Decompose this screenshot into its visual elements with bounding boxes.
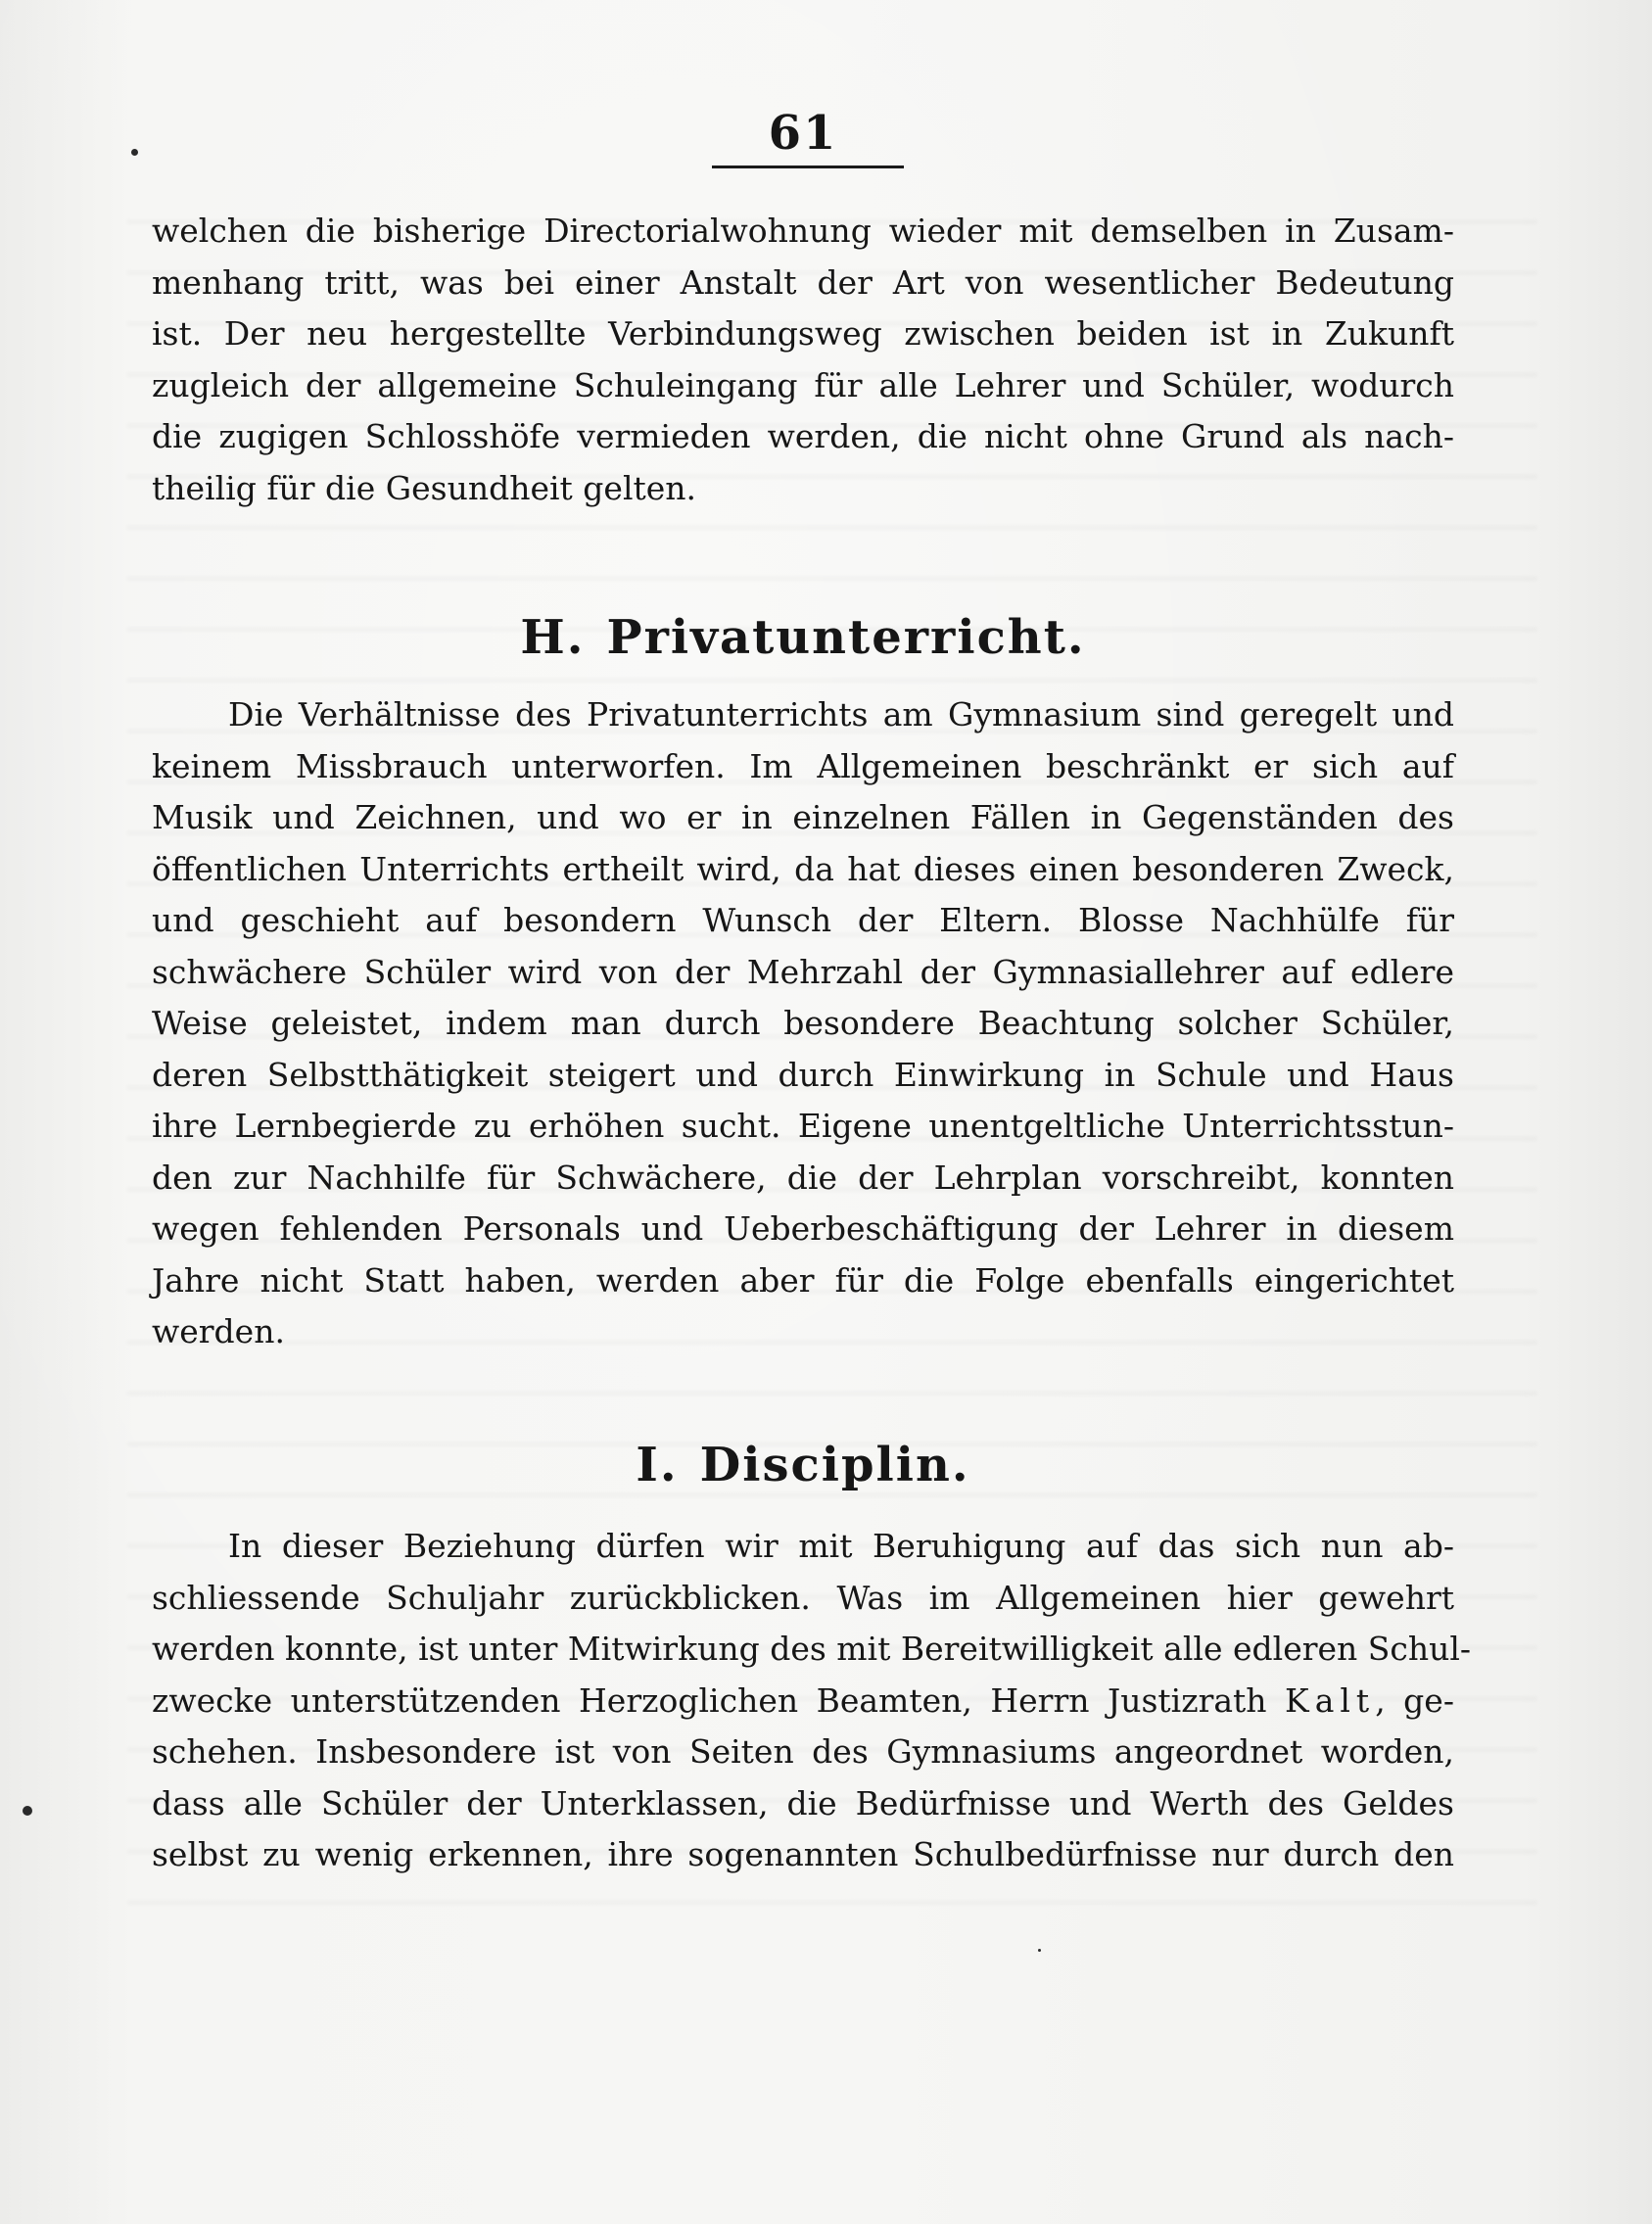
person-name: Kalt [1285, 1680, 1376, 1720]
text-line: ihre Lernbegierde zu erhöhen sucht. Eigene unentgeltliche Unterrichtsstun- [152, 1107, 1454, 1145]
text-line: zugleich der allgemeine Schuleingang für alle Lehrer und Schüler, wodurch [152, 365, 1454, 404]
text-line: schliessende Schuljahr zurückblicken. Was im Allgemeinen hier gewehrt [152, 1578, 1454, 1617]
text-line: menhang tritt, was bei einer Anstalt der Art von wesentlicher Bedeutung [152, 262, 1454, 302]
paper-speck [131, 149, 138, 156]
text-line: schehen. Insbesondere ist von Seiten des Gymnasiums angeordnet worden, [152, 1732, 1454, 1771]
text-line: die zugigen Schlosshöfe vermieden werden, die nicht ohne Grund als nach- [152, 417, 1454, 455]
paper-speck [23, 1806, 32, 1816]
text-line: welchen die bisherige Directorialwohnung wieder mit demselben in Zusam- [152, 212, 1454, 250]
section-title: Disciplin. [699, 1438, 970, 1492]
text-line: öffentlichen Unterrichts ertheilt wird, da hat dieses einen besonderen Zweck, [152, 849, 1454, 888]
text-line: deren Selbstthätigkeit steigert und durch Einwirkung in Schule und Haus [152, 1055, 1454, 1094]
text-line: werden. [152, 1312, 285, 1350]
text-line: den zur Nachhilfe für Schwächere, die der Lehrplan vorschreibt, konnten [152, 1158, 1454, 1197]
disciplin-paragraph [152, 1521, 1472, 1881]
text-line: werden konnte, ist unter Mitwirkung des mit Bereitwilligkeit alle edleren Schul- [152, 1630, 1472, 1668]
intro-paragraph [152, 206, 1454, 514]
text-line: dass alle Schüler der Unterklassen, die Bedürfnisse und Werth des Geldes [152, 1783, 1454, 1822]
text-line: selbst zu wenig erkennen, ihre sogenannten Schulbedürfnisse nur durch den [152, 1835, 1454, 1873]
line-segment: , ge- [1375, 1680, 1454, 1720]
section-title: Privatunterricht. [606, 610, 1086, 665]
line-segment: zwecke unterstützenden Herzoglichen Beamten, Herrn Justizrath [152, 1680, 1286, 1720]
text-line: Die Verhältnisse des Privatunterrichts am Gymnasium sind geregelt und [228, 695, 1454, 733]
text-line: keinem Missbrauch unterworfen. Im Allgemeinen beschränkt er sich auf [152, 746, 1454, 785]
text-line: wegen fehlenden Personals und Ueberbeschäftigung der Lehrer in diesem [152, 1209, 1454, 1248]
section-heading-i [152, 1438, 1454, 1492]
text-line: Weise geleistet, indem man durch besondere Beachtung solcher Schüler, [152, 1004, 1454, 1042]
text-line [152, 1676, 1454, 1727]
page-number-rule [712, 166, 904, 168]
text-line: In dieser Beziehung dürfen wir mit Beruhigung auf das sich nun ab- [228, 1527, 1454, 1565]
privatunterricht-paragraph [152, 689, 1454, 1358]
section-letter: I. [636, 1438, 679, 1492]
text-line: und geschieht auf besondern Wunsch der Eltern. Blosse Nachhülfe für [152, 901, 1454, 939]
section-heading-h [152, 610, 1454, 665]
text-line: schwächere Schüler wird von der Mehrzahl der Gymnasiallehrer auf edlere [152, 952, 1454, 991]
text-line: Musik und Zeichnen, und wo er in einzelnen Fällen in Gegenständen des [152, 798, 1454, 836]
page-number: 61 [768, 106, 838, 161]
section-letter: H. [520, 610, 586, 665]
text-line: Jahre nicht Statt haben, werden aber für die Folge ebenfalls eingerichtet [152, 1260, 1454, 1300]
text-line: theilig für die Gesundheit gelten. [152, 468, 697, 507]
text-line: ist. Der neu hergestellte Verbindungsweg zwischen beiden ist in Zukunft [152, 314, 1454, 353]
paper-speck [1038, 1949, 1041, 1952]
